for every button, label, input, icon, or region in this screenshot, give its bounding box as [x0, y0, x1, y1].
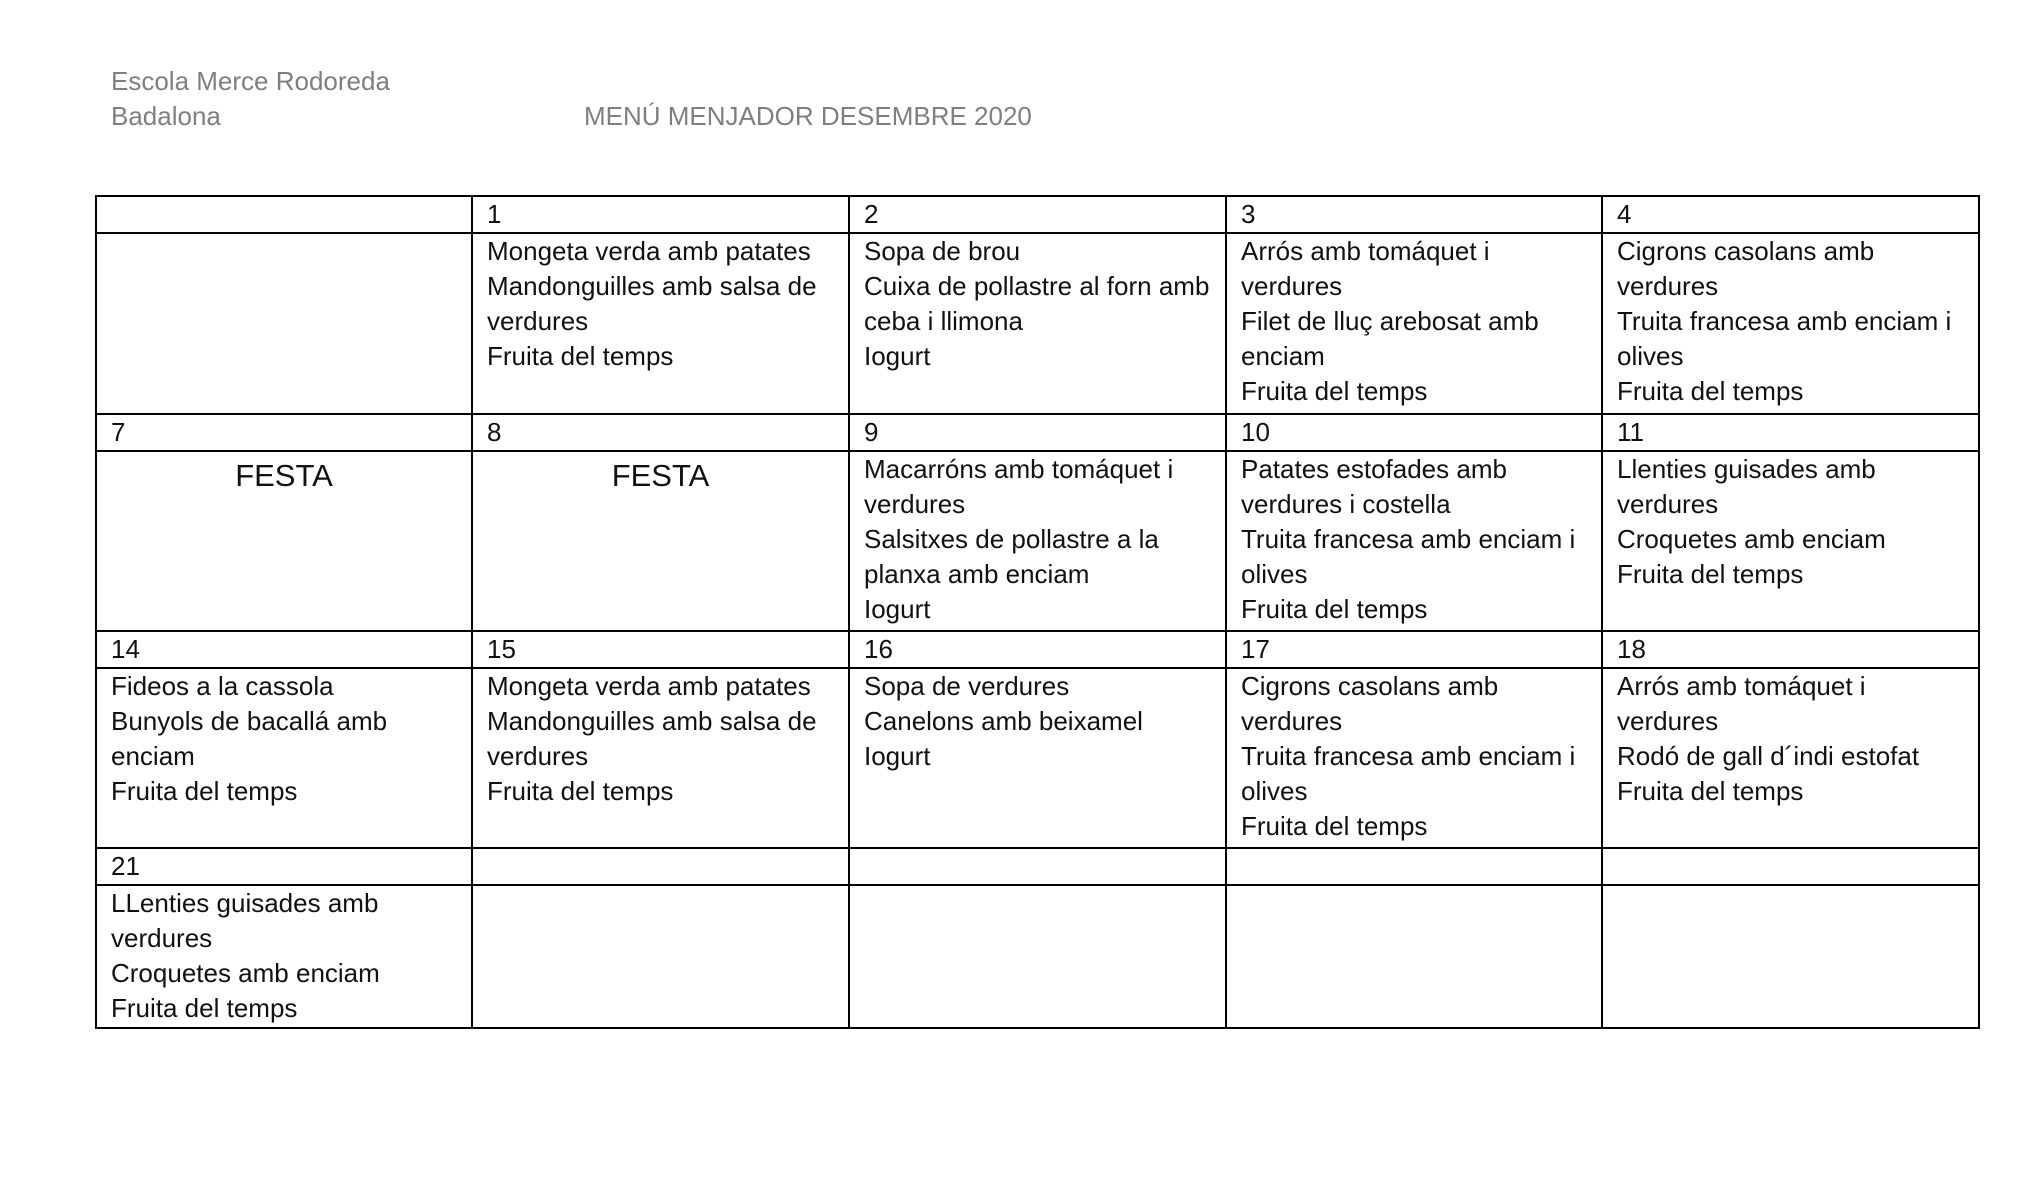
menu-row — [96, 668, 1979, 848]
date-row — [96, 196, 1979, 233]
dish-item: Mongeta verda amb patates — [487, 236, 811, 266]
date-cell: 10 — [1226, 414, 1602, 451]
date-cell — [1226, 848, 1602, 885]
menu-cell — [1602, 885, 1979, 1028]
menu-row — [96, 233, 1979, 414]
dish-item: Fruita del temps — [1617, 376, 1804, 406]
date-row — [96, 631, 1979, 668]
date-cell: 16 — [849, 631, 1226, 668]
dish-item: Iogurt — [864, 341, 931, 371]
dish-item: Canelons amb beixamel — [864, 706, 1143, 736]
dish-item: Iogurt — [864, 741, 931, 771]
date-cell: 18 — [1602, 631, 1979, 668]
date-cell: 1 — [472, 196, 849, 233]
menu-cell — [472, 668, 849, 848]
dish-item: Mandonguilles amb salsa de verdures — [487, 271, 817, 336]
dish-item: Truita francesa amb enciam i olives — [1617, 306, 1952, 371]
menu-row — [96, 451, 1979, 631]
holiday-label: FESTA — [611, 458, 710, 493]
dish-item: Arrós amb tomáquet i verdures — [1241, 236, 1490, 301]
menu-cell — [1226, 668, 1602, 848]
dish-item: Filet de lluç arebosat amb enciam — [1241, 306, 1539, 371]
date-row — [96, 414, 1979, 451]
menu-cell — [1602, 668, 1979, 848]
menu-cell — [1602, 451, 1979, 631]
dish-item: Cigrons casolans amb verdures — [1617, 236, 1875, 301]
dish-item: Mongeta verda amb patates — [487, 671, 811, 701]
menu-row — [96, 885, 1979, 1028]
date-cell — [849, 848, 1226, 885]
menu-cell — [849, 451, 1226, 631]
menu-cell — [96, 668, 472, 848]
menu-cell — [1226, 451, 1602, 631]
dish-item: Iogurt — [864, 594, 931, 624]
menu-cell — [96, 451, 472, 631]
date-cell: 7 — [96, 414, 472, 451]
menu-cell — [472, 451, 849, 631]
dish-item: Fruita del temps — [111, 776, 298, 806]
menu-cell — [849, 233, 1226, 414]
dish-item: Patates estofades amb verdures i costella — [1241, 454, 1507, 519]
menu-cell — [472, 233, 849, 414]
date-cell: 14 — [96, 631, 472, 668]
date-cell — [472, 848, 849, 885]
holiday-label: FESTA — [235, 458, 333, 493]
date-cell: 2 — [849, 196, 1226, 233]
date-cell: 11 — [1602, 414, 1979, 451]
menu-cell — [96, 885, 472, 1028]
menu-cell — [1602, 233, 1979, 414]
dish-item: Truita francesa amb enciam i olives — [1241, 524, 1576, 589]
dish-item: LLenties guisades amb verdures — [111, 888, 379, 953]
date-cell — [1602, 848, 1979, 885]
dish-item: Fruita del temps — [487, 776, 674, 806]
date-cell: 3 — [1226, 196, 1602, 233]
dish-item: Salsitxes de pollastre a la planxa amb enciam — [864, 524, 1159, 589]
dish-item: Croquetes amb enciam — [1617, 524, 1886, 554]
page-title: MENÚ MENJADOR DESEMBRE 2020 — [584, 101, 1032, 131]
dish-item: Rodó de gall d´indi estofat — [1617, 741, 1920, 771]
menu-cell — [1226, 885, 1602, 1028]
school-name: Escola Merce Rodoreda — [111, 66, 390, 96]
menu-table — [95, 195, 1980, 1029]
dish-item: Llenties guisades amb verdures — [1617, 454, 1876, 519]
city-name: Badalona — [111, 101, 221, 131]
date-cell: 9 — [849, 414, 1226, 451]
dish-item: Cuixa de pollastre al forn amb ceba i llimona — [864, 271, 1210, 336]
date-row — [96, 848, 1979, 885]
menu-cell — [849, 885, 1226, 1028]
date-cell: 17 — [1226, 631, 1602, 668]
dish-item: Bunyols de bacallá amb enciam — [111, 706, 388, 771]
menu-cell — [96, 233, 472, 414]
dish-item: Croquetes amb enciam — [111, 958, 380, 988]
menu-cell — [849, 668, 1226, 848]
date-cell — [96, 196, 472, 233]
date-cell: 8 — [472, 414, 849, 451]
date-cell: 21 — [96, 848, 472, 885]
date-cell: 4 — [1602, 196, 1979, 233]
dish-item: Cigrons casolans amb verdures — [1241, 671, 1499, 736]
dish-item: Sopa de brou — [864, 236, 1021, 266]
dish-item: Sopa de verdures — [864, 671, 1070, 701]
dish-item: Fruita del temps — [1241, 376, 1428, 406]
dish-item: Arrós amb tomáquet i verdures — [1617, 671, 1866, 736]
dish-item: Macarróns amb tomáquet i verdures — [864, 454, 1174, 519]
menu-cell — [472, 885, 849, 1028]
dish-item: Truita francesa amb enciam i olives — [1241, 741, 1576, 806]
dish-item: Fruita del temps — [1241, 811, 1428, 841]
dish-item: Fruita del temps — [1241, 594, 1428, 624]
dish-item: Fideos a la cassola — [111, 671, 334, 701]
dish-item: Fruita del temps — [487, 341, 674, 371]
dish-item: Mandonguilles amb salsa de verdures — [487, 706, 817, 771]
dish-item: Fruita del temps — [111, 993, 298, 1023]
date-cell: 15 — [472, 631, 849, 668]
dish-item: Fruita del temps — [1617, 559, 1804, 589]
menu-cell — [1226, 233, 1602, 414]
dish-item: Fruita del temps — [1617, 776, 1804, 806]
